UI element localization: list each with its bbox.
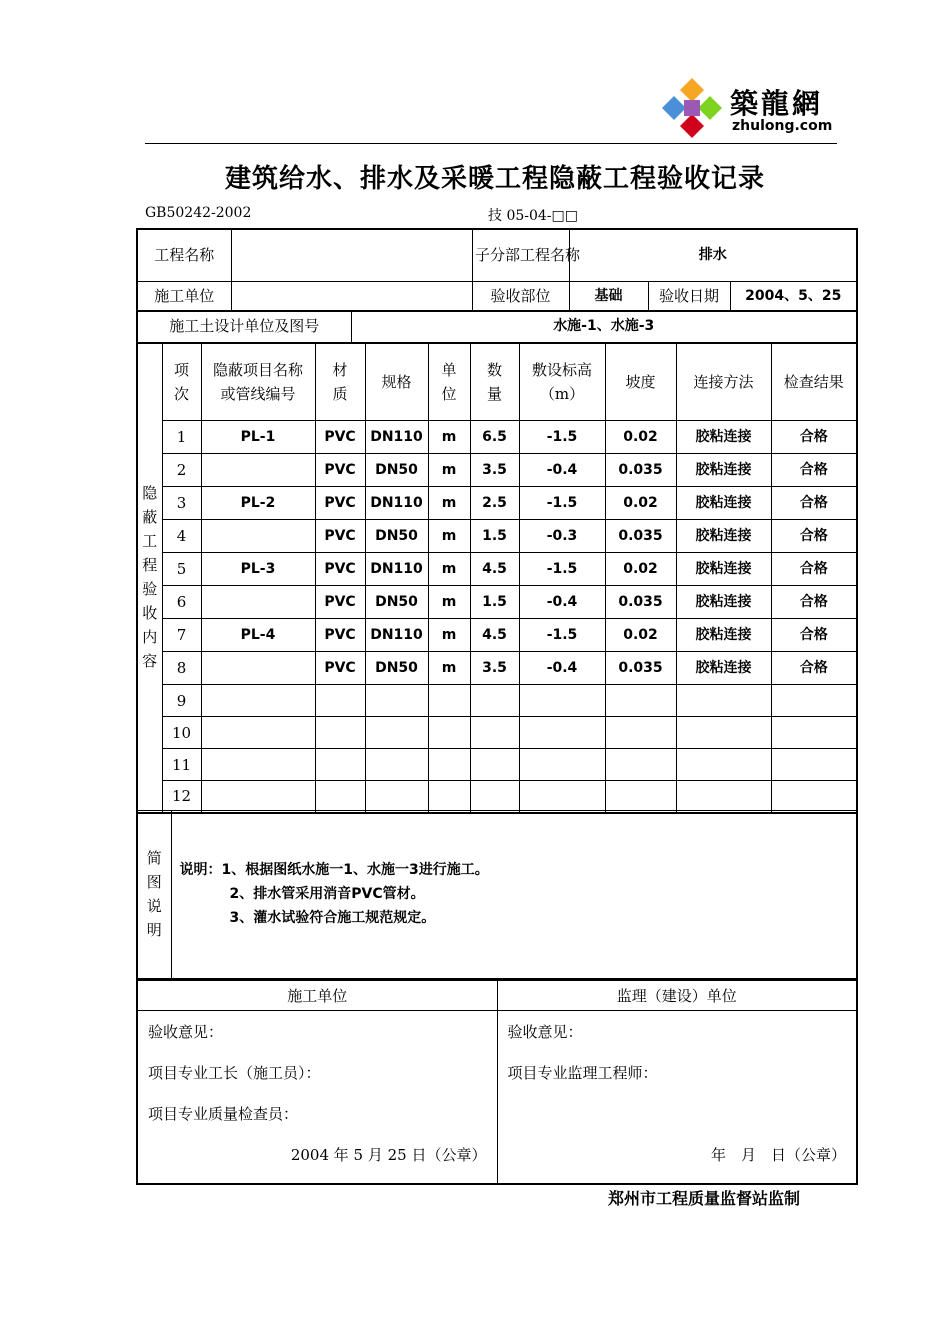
cell-seq: 11 — [162, 749, 201, 781]
table-row — [137, 487, 857, 520]
cell-slope — [605, 685, 676, 717]
col-header-result: 检查结果 — [771, 343, 857, 421]
cell-spec — [365, 781, 428, 813]
logo-english-text: zhulong.com — [732, 118, 833, 134]
cell-item-name: PL-2 — [201, 487, 315, 520]
table-row — [137, 553, 857, 586]
cell-slope: 0.035 — [605, 586, 676, 619]
cell-elevation: -0.4 — [519, 652, 605, 685]
cell-slope: 0.02 — [605, 421, 676, 454]
cell-spec: DN50 — [365, 586, 428, 619]
cell-connection: 胶粘连接 — [676, 454, 771, 487]
cell-connection: 胶粘连接 — [676, 421, 771, 454]
cell-connection: 胶粘连接 — [676, 553, 771, 586]
inspection-part-value: 基础 — [569, 281, 648, 311]
cell-unit: m — [428, 619, 470, 652]
cell-elevation: -0.4 — [519, 454, 605, 487]
contractor-foreman: 项目专业工长（施工员）： — [148, 1064, 321, 1082]
cell-seq: 4 — [162, 520, 201, 553]
cell-connection — [676, 749, 771, 781]
note-line-1: 说明：1、根据图纸水施一1、水施一3进行施工。 — [179, 862, 489, 879]
items-table — [136, 342, 858, 814]
col-header-material: 材质 — [315, 343, 365, 421]
cell-quantity — [470, 717, 519, 749]
contractor-date: 2004 年 5 月 25 日（公章） — [290, 1146, 487, 1164]
cell-item-name: PL-1 — [201, 421, 315, 454]
signature-table — [136, 980, 858, 1185]
cell-quantity: 3.5 — [470, 652, 519, 685]
cell-result — [771, 717, 857, 749]
cell-item-name — [201, 685, 315, 717]
cell-unit: m — [428, 520, 470, 553]
document-title: 建筑给水、排水及采暖工程隐蔽工程验收记录 — [224, 164, 765, 194]
notes-content — [171, 811, 857, 979]
cell-quantity — [470, 781, 519, 813]
cell-result: 合格 — [771, 652, 857, 685]
project-name-label: 工程名称 — [137, 229, 231, 281]
design-value: 水施-1、水施-3 — [351, 311, 857, 343]
cell-slope: 0.035 — [605, 520, 676, 553]
cell-spec: DN110 — [365, 487, 428, 520]
cell-material — [315, 717, 365, 749]
cell-material: PVC — [315, 421, 365, 454]
cell-item-name — [201, 586, 315, 619]
cell-quantity: 4.5 — [470, 553, 519, 586]
cell-quantity — [470, 685, 519, 717]
cell-elevation: -1.5 — [519, 553, 605, 586]
col-header-elevation: 敷设标高（m） — [519, 343, 605, 421]
cell-result — [771, 781, 857, 813]
sub-project-label: 子分部工程名称 — [472, 229, 569, 281]
col-header-quantity: 数量 — [470, 343, 519, 421]
cell-spec: DN110 — [365, 619, 428, 652]
cell-slope: 0.02 — [605, 619, 676, 652]
contractor-opinion: 验收意见： — [148, 1023, 224, 1041]
items-side-label: 隐蔽工程验收内容 — [137, 343, 162, 813]
table-row — [137, 749, 857, 781]
cell-seq: 5 — [162, 553, 201, 586]
cell-quantity: 3.5 — [470, 454, 519, 487]
cell-material — [315, 685, 365, 717]
contractor-header: 施工单位 — [137, 981, 497, 1011]
inspection-part-label: 验收部位 — [472, 281, 569, 311]
items-header-row — [137, 343, 857, 421]
col-header-slope: 坡度 — [605, 343, 676, 421]
cell-item-name — [201, 717, 315, 749]
cell-elevation — [519, 781, 605, 813]
cell-item-name: PL-4 — [201, 619, 315, 652]
cell-result: 合格 — [771, 487, 857, 520]
cell-item-name — [201, 781, 315, 813]
inspection-date-label: 验收日期 — [648, 281, 730, 311]
table-row — [137, 652, 857, 685]
cell-spec: DN50 — [365, 454, 428, 487]
cell-material — [315, 781, 365, 813]
supervisor-sign-area — [497, 1011, 857, 1185]
cell-unit: m — [428, 652, 470, 685]
cell-material — [315, 749, 365, 781]
logo-mark-icon — [660, 76, 724, 140]
contractor-label: 施工单位 — [137, 281, 231, 311]
cell-connection: 胶粘连接 — [676, 487, 771, 520]
cell-item-name: PL-3 — [201, 553, 315, 586]
cell-elevation — [519, 685, 605, 717]
cell-material: PVC — [315, 520, 365, 553]
col-header-item-name: 隐蔽项目名称或管线编号 — [201, 343, 315, 421]
cell-elevation — [519, 749, 605, 781]
cell-seq: 8 — [162, 652, 201, 685]
footer-issuer: 郑州市工程质量监督站监制 — [608, 1189, 801, 1208]
cell-connection — [676, 717, 771, 749]
contractor-qc: 项目专业质量检查员： — [148, 1105, 299, 1123]
cell-connection — [676, 685, 771, 717]
design-table — [136, 310, 858, 344]
cell-connection: 胶粘连接 — [676, 619, 771, 652]
cell-material: PVC — [315, 619, 365, 652]
cell-connection: 胶粘连接 — [676, 520, 771, 553]
cell-item-name — [201, 652, 315, 685]
table-row — [137, 421, 857, 454]
cell-connection: 胶粘连接 — [676, 586, 771, 619]
cell-seq: 9 — [162, 685, 201, 717]
cell-unit — [428, 781, 470, 813]
col-header-connection: 连接方法 — [676, 343, 771, 421]
cell-seq: 3 — [162, 487, 201, 520]
cell-unit: m — [428, 421, 470, 454]
cell-elevation — [519, 717, 605, 749]
cell-quantity: 1.5 — [470, 586, 519, 619]
cell-seq: 2 — [162, 454, 201, 487]
cell-quantity: 6.5 — [470, 421, 519, 454]
contractor-value — [231, 281, 472, 311]
supervisor-header: 监理（建设）单位 — [497, 981, 857, 1011]
logo-chinese-text: 築龍網 — [730, 87, 824, 120]
table-row — [137, 781, 857, 813]
cell-spec — [365, 749, 428, 781]
project-name-value — [231, 229, 472, 281]
cell-material: PVC — [315, 586, 365, 619]
cell-unit: m — [428, 586, 470, 619]
cell-result: 合格 — [771, 553, 857, 586]
cell-material: PVC — [315, 553, 365, 586]
inspection-date-value: 2004、5、25 — [730, 281, 857, 311]
cell-elevation: -1.5 — [519, 487, 605, 520]
form-code: 技 05-04-□□ — [488, 208, 578, 224]
header-info-table — [136, 228, 858, 312]
cell-quantity — [470, 749, 519, 781]
supervisor-opinion: 验收意见： — [507, 1023, 583, 1041]
cell-seq: 7 — [162, 619, 201, 652]
contractor-sign-area — [137, 1011, 497, 1185]
supervisor-engineer: 项目专业监理工程师： — [507, 1064, 658, 1082]
cell-quantity: 4.5 — [470, 619, 519, 652]
cell-unit: m — [428, 487, 470, 520]
table-row — [137, 586, 857, 619]
cell-elevation: -1.5 — [519, 421, 605, 454]
cell-connection — [676, 781, 771, 813]
cell-result — [771, 749, 857, 781]
cell-connection: 胶粘连接 — [676, 652, 771, 685]
cell-material: PVC — [315, 454, 365, 487]
cell-material: PVC — [315, 652, 365, 685]
cell-spec — [365, 717, 428, 749]
notes-side-label: 简图说明 — [137, 811, 171, 979]
cell-quantity: 1.5 — [470, 520, 519, 553]
cell-item-name — [201, 749, 315, 781]
cell-slope: 0.02 — [605, 553, 676, 586]
table-row — [137, 685, 857, 717]
cell-item-name — [201, 454, 315, 487]
note-line-3: 3、灌水试验符合施工规范规定。 — [229, 910, 436, 927]
cell-unit — [428, 685, 470, 717]
cell-result: 合格 — [771, 619, 857, 652]
cell-result — [771, 685, 857, 717]
sub-project-value: 排水 — [569, 229, 857, 281]
cell-result: 合格 — [771, 421, 857, 454]
cell-slope — [605, 717, 676, 749]
cell-spec: DN110 — [365, 553, 428, 586]
cell-elevation: -0.4 — [519, 586, 605, 619]
cell-item-name — [201, 520, 315, 553]
standard-code: GB50242-2002 — [145, 205, 252, 221]
cell-elevation: -1.5 — [519, 619, 605, 652]
cell-seq: 10 — [162, 717, 201, 749]
design-label: 施工土设计单位及图号 — [137, 311, 351, 343]
cell-unit — [428, 717, 470, 749]
cell-unit: m — [428, 553, 470, 586]
cell-seq: 1 — [162, 421, 201, 454]
cell-seq: 12 — [162, 781, 201, 813]
table-row — [137, 619, 857, 652]
col-header-unit: 单位 — [428, 343, 470, 421]
cell-slope — [605, 749, 676, 781]
supervisor-date: 年 月 日（公章） — [710, 1146, 846, 1164]
cell-result: 合格 — [771, 520, 857, 553]
cell-unit — [428, 749, 470, 781]
table-row — [137, 454, 857, 487]
cell-seq: 6 — [162, 586, 201, 619]
cell-slope: 0.02 — [605, 487, 676, 520]
cell-slope — [605, 781, 676, 813]
cell-material: PVC — [315, 487, 365, 520]
note-line-2: 2、排水管采用消音PVC管材。 — [229, 886, 425, 903]
cell-slope: 0.035 — [605, 652, 676, 685]
cell-slope: 0.035 — [605, 454, 676, 487]
zhulong-logo — [660, 76, 840, 140]
cell-unit: m — [428, 454, 470, 487]
table-row — [137, 717, 857, 749]
cell-result: 合格 — [771, 454, 857, 487]
cell-spec: DN110 — [365, 421, 428, 454]
cell-elevation: -0.3 — [519, 520, 605, 553]
notes-table — [136, 810, 858, 980]
cell-spec: DN50 — [365, 520, 428, 553]
col-header-seq: 项次 — [162, 343, 201, 421]
table-row — [137, 520, 857, 553]
header-divider — [145, 143, 837, 144]
cell-quantity: 2.5 — [470, 487, 519, 520]
cell-spec: DN50 — [365, 652, 428, 685]
cell-result: 合格 — [771, 586, 857, 619]
cell-spec — [365, 685, 428, 717]
col-header-spec: 规格 — [365, 343, 428, 421]
